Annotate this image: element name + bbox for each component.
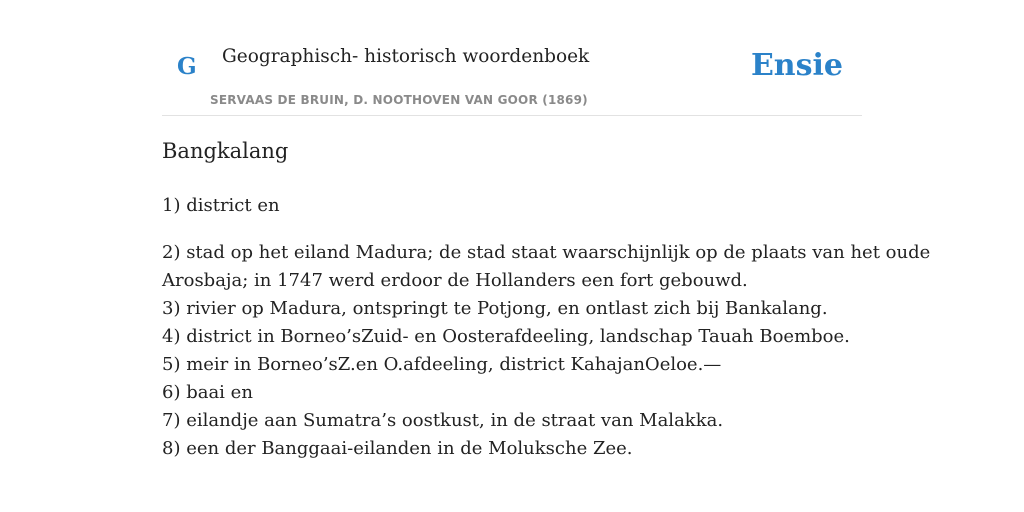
definition-first: 1) district en [162,195,280,216]
definition-list [162,239,931,463]
definition-line: 2) stad op het eiland Madura; de stad staat waarschijnlijk op de plaats van het oude [162,242,931,263]
definition-line: 6) baai en [162,382,253,403]
book-letter-logo[interactable]: G [177,53,197,80]
definition-line: 8) een der Banggaai-eilanden in de Moluksche Zee. [162,438,633,459]
definition-line: Arosbaja; in 1747 werd erdoor de Hollanders een fort gebouwd. [162,270,748,291]
definition-line: 3) rivier op Madura, ontspringt te Potjong, en ontlast zich bij Bankalang. [162,298,828,319]
book-title-link[interactable]: Geographisch- historisch woordenboek [222,46,590,67]
entry-title: Bangkalang [162,139,289,163]
definition-line: 5) meir in Borneo’sZ.en O.afdeeling, district KahajanOeloe.— [162,354,722,375]
page [162,0,931,512]
ensie-logo-link[interactable]: Ensie [750,48,843,83]
definition-line: 4) district in Borneo’sZuid- en Oosterafdeeling, landschap Tauah Boemboe. [162,326,850,347]
book-authors: SERVAAS DE BRUIN, D. NOOTHOVEN VAN GOOR (1869) [210,93,588,107]
book-header [162,0,862,116]
definition-line: 7) eilandje aan Sumatra’s oostkust, in de straat van Malakka. [162,410,724,431]
